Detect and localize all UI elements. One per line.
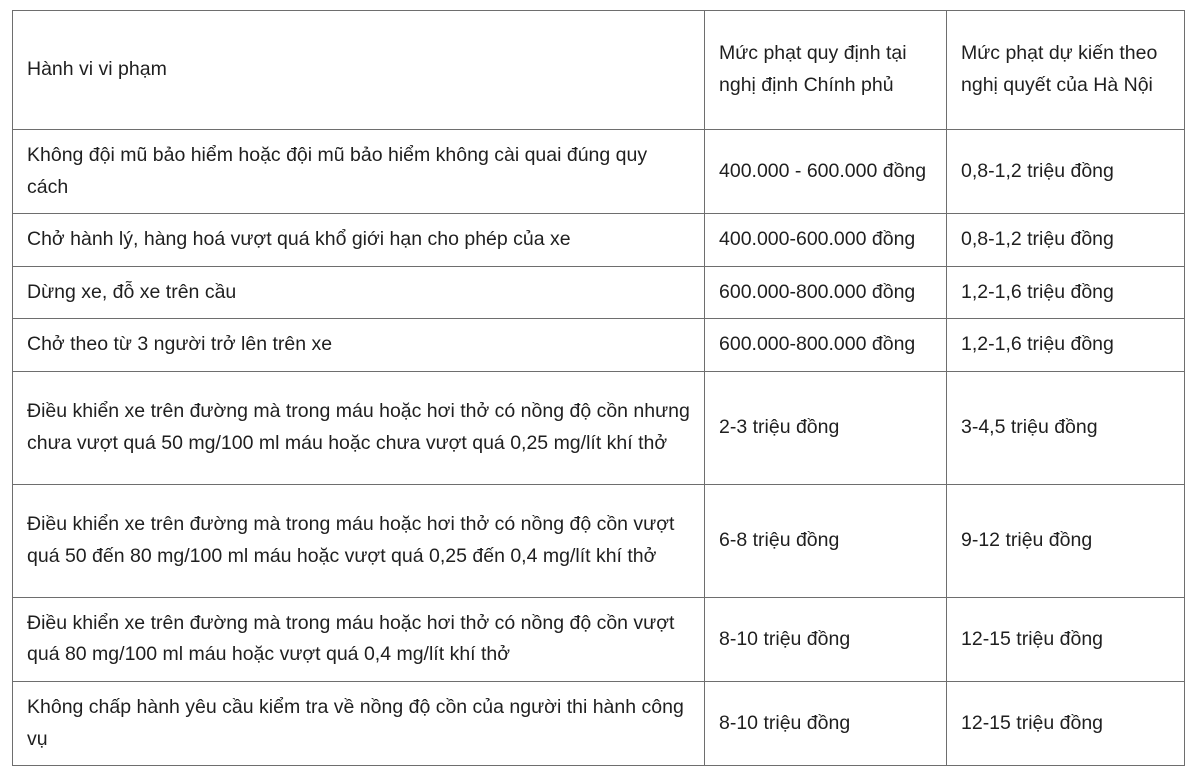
cell-behavior: Điều khiển xe trên đường mà trong máu hoặc hơi thở có nồng độ cồn vượt quá 80 mg/100 ml máu hoặc vượt quá 0,4 mg/lít khí thở (13, 597, 705, 681)
cell-behavior: Chở hành lý, hàng hoá vượt quá khổ giới hạn cho phép của xe (13, 214, 705, 267)
cell-behavior: Không chấp hành yêu cầu kiểm tra về nồng độ cồn của người thi hành công vụ (13, 682, 705, 766)
table-row (13, 682, 1185, 766)
cell-hanoi: 3-4,5 triệu đồng (947, 371, 1185, 484)
cell-behavior: Chở theo từ 3 người trở lên trên xe (13, 319, 705, 372)
cell-hanoi: 1,2-1,6 triệu đồng (947, 319, 1185, 372)
table-row (13, 214, 1185, 267)
cell-hanoi: 1,2-1,6 triệu đồng (947, 266, 1185, 319)
cell-behavior: Điều khiển xe trên đường mà trong máu hoặc hơi thở có nồng độ cồn vượt quá 50 đến 80 mg/100 ml máu hoặc vượt quá 0,25 đến 0,4 mg/lít khí thở (13, 484, 705, 597)
cell-hanoi: 0,8-1,2 triệu đồng (947, 130, 1185, 214)
cell-behavior: Điều khiển xe trên đường mà trong máu hoặc hơi thở có nồng độ cồn nhưng chưa vượt quá 50 mg/100 ml máu hoặc chưa vượt quá 0,25 mg/lít khí thở (13, 371, 705, 484)
cell-hanoi: 12-15 triệu đồng (947, 682, 1185, 766)
column-header-behavior: Hành vi vi phạm (13, 11, 705, 130)
table-header (13, 11, 1185, 130)
column-header-decree: Mức phạt quy định tại nghị định Chính phủ (705, 11, 947, 130)
cell-decree: 400.000-600.000 đồng (705, 214, 947, 267)
table-row (13, 484, 1185, 597)
table-row (13, 319, 1185, 372)
cell-decree: 600.000-800.000 đồng (705, 319, 947, 372)
cell-decree: 600.000-800.000 đồng (705, 266, 947, 319)
table-body (13, 130, 1185, 766)
table-row (13, 266, 1185, 319)
cell-decree: 2-3 triệu đồng (705, 371, 947, 484)
cell-decree: 400.000 - 600.000 đồng (705, 130, 947, 214)
cell-decree: 6-8 triệu đồng (705, 484, 947, 597)
cell-decree: 8-10 triệu đồng (705, 597, 947, 681)
table-row (13, 597, 1185, 681)
cell-hanoi: 12-15 triệu đồng (947, 597, 1185, 681)
cell-hanoi: 9-12 triệu đồng (947, 484, 1185, 597)
cell-decree: 8-10 triệu đồng (705, 682, 947, 766)
cell-hanoi: 0,8-1,2 triệu đồng (947, 214, 1185, 267)
cell-behavior: Dừng xe, đỗ xe trên cầu (13, 266, 705, 319)
table-row (13, 371, 1185, 484)
cell-behavior: Không đội mũ bảo hiểm hoặc đội mũ bảo hiểm không cài quai đúng quy cách (13, 130, 705, 214)
table-header-row (13, 11, 1185, 130)
penalty-table (12, 10, 1185, 766)
column-header-hanoi: Mức phạt dự kiến theo nghị quyết của Hà Nội (947, 11, 1185, 130)
table-row (13, 130, 1185, 214)
